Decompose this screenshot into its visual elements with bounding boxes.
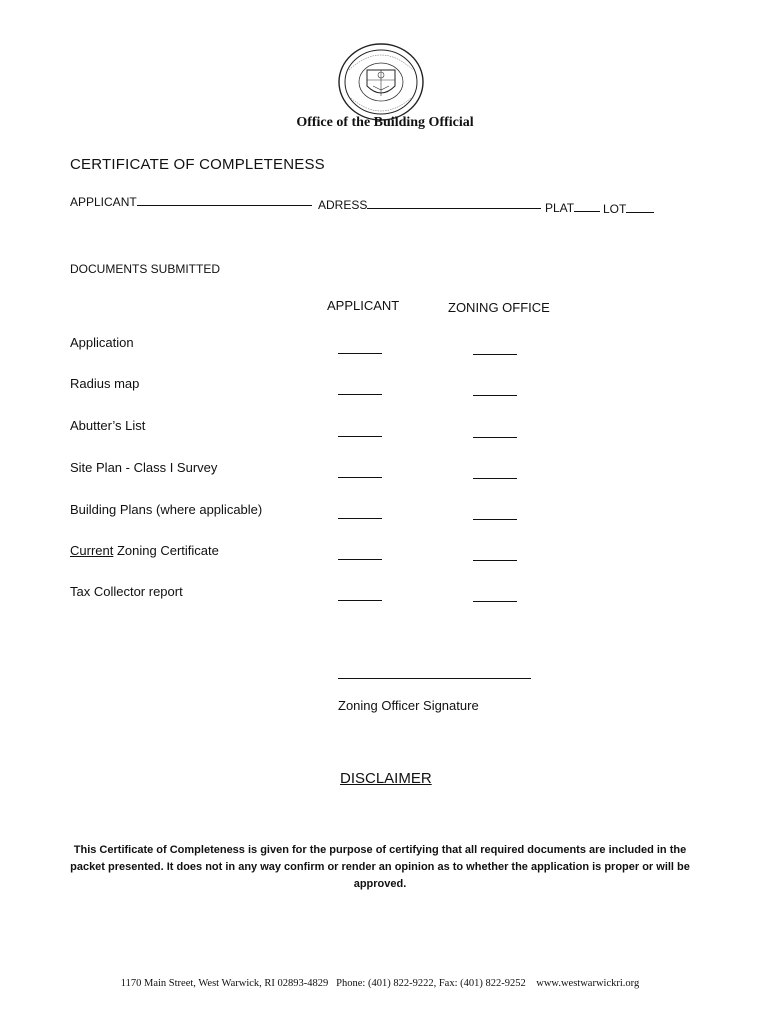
footer	[60, 978, 700, 989]
column-applicant: APPLICANT	[327, 298, 400, 313]
plat-label: PLAT	[545, 201, 575, 215]
disclaimer-line-2: packet presented. It does not in any way confirm or render an opinion as to whether the application is proper or will be	[70, 861, 690, 873]
applicant-label: APPLICANT	[70, 195, 137, 209]
applicant-check-application[interactable]	[338, 353, 382, 354]
current-word: Current	[70, 543, 114, 558]
column-zoning-office: ZONING OFFICE	[448, 300, 550, 315]
certificate-title: CERTIFICATE OF COMPLETENESS	[70, 156, 325, 173]
signature-label: Zoning Officer Signature	[338, 698, 479, 713]
applicant-field-label	[70, 193, 312, 209]
applicant-check-radius-map[interactable]	[338, 394, 382, 395]
zoning-check-zoning-certificate[interactable]	[473, 560, 517, 561]
doc-item-radius-map: Radius map	[70, 376, 140, 391]
zoning-check-building-plans[interactable]	[473, 519, 517, 520]
disclaimer-line-1: This Certificate of Completeness is given for the purpose of certifying that all required documents are included in the	[73, 844, 687, 856]
applicant-check-site-plan[interactable]	[338, 477, 382, 478]
applicant-check-abutters-list[interactable]	[338, 436, 382, 437]
address-label: ADRESS	[318, 198, 368, 212]
doc-item-site-plan: Site Plan - Class I Survey	[70, 460, 218, 475]
address-field-label	[318, 196, 541, 212]
signature-line[interactable]	[338, 678, 531, 679]
doc-item-tax-collector: Tax Collector report	[70, 584, 183, 599]
disclaimer-line-3: approved.	[353, 878, 407, 890]
doc-item-zoning-certificate	[70, 543, 219, 558]
lot-field-label	[603, 200, 654, 216]
applicant-check-building-plans[interactable]	[338, 518, 382, 519]
applicant-check-zoning-certificate[interactable]	[338, 559, 382, 560]
footer-address: 1170 Main Street, West Warwick, RI 02893-4829	[120, 978, 329, 989]
address-blank[interactable]	[367, 196, 541, 209]
zoning-check-tax-collector[interactable]	[473, 601, 517, 602]
zoning-check-abutters-list[interactable]	[473, 437, 517, 438]
plat-blank[interactable]	[574, 199, 600, 212]
doc-item-application: Application	[70, 335, 134, 350]
documents-heading: DOCUMENTS SUBMITTED	[70, 262, 220, 276]
footer-phone: Phone: (401) 822-9222,	[336, 978, 437, 989]
doc-item-building-plans: Building Plans (where applicable)	[70, 502, 263, 517]
applicant-blank[interactable]	[137, 193, 312, 206]
lot-label: LOT	[603, 202, 627, 216]
lot-blank[interactable]	[626, 200, 654, 213]
zoning-certificate-label: Zoning Certificate	[116, 543, 219, 558]
disclaimer-text	[60, 842, 700, 893]
footer-website: www.westwarwickri.org	[536, 978, 640, 989]
doc-item-abutters-list: Abutter’s List	[70, 418, 146, 433]
plat-field-label	[545, 199, 600, 215]
office-name: Office of the Building Official	[296, 115, 474, 130]
town-seal-logo	[337, 42, 425, 122]
zoning-check-radius-map[interactable]	[473, 395, 517, 396]
disclaimer-title: DISCLAIMER	[340, 770, 432, 787]
footer-fax: Fax: (401) 822-9252	[438, 978, 526, 989]
zoning-check-application[interactable]	[473, 354, 517, 355]
applicant-check-tax-collector[interactable]	[338, 600, 382, 601]
zoning-check-site-plan[interactable]	[473, 478, 517, 479]
